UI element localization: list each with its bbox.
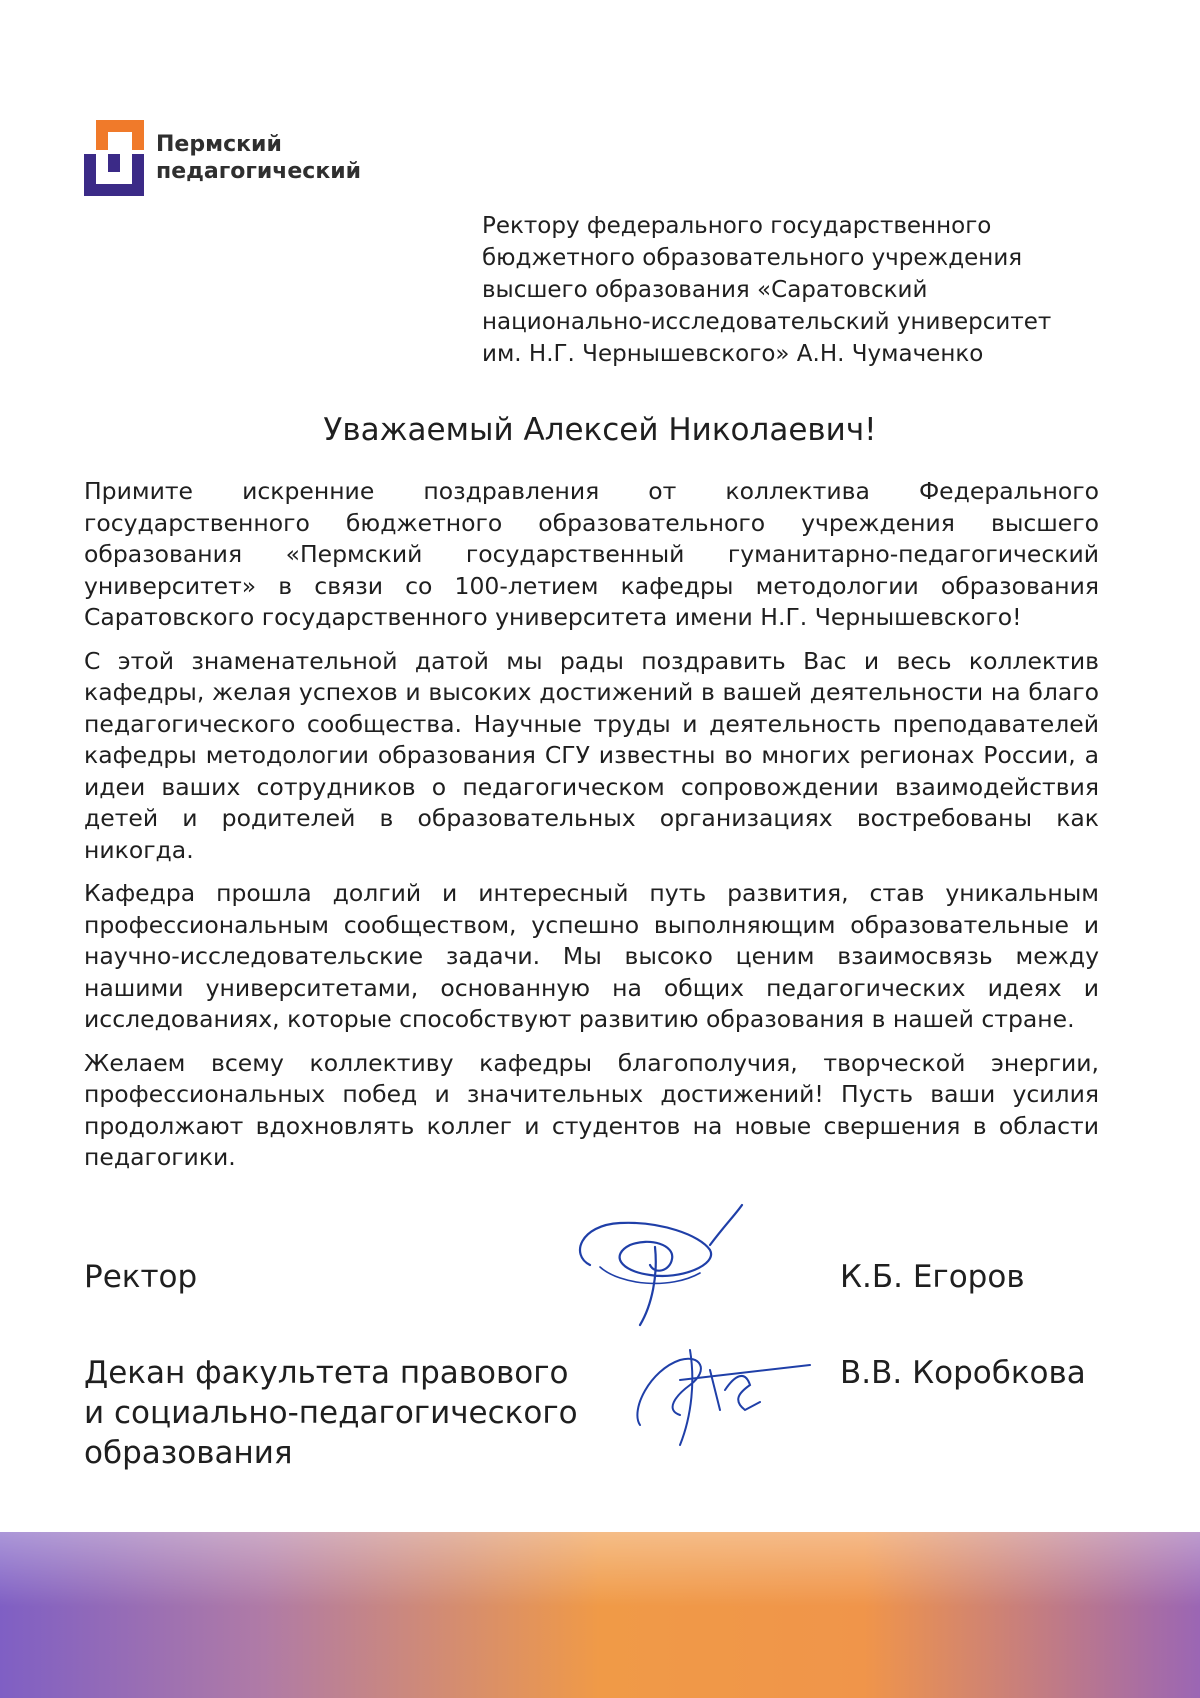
role-line: и социально-педагогического bbox=[84, 1395, 578, 1431]
dean-signature bbox=[620, 1330, 820, 1450]
addressee-line: бюджетного образовательного учреждения bbox=[482, 245, 1023, 271]
logo-line-1: Пермский bbox=[156, 132, 282, 157]
signatory-name: К.Б. Егоров bbox=[840, 1259, 1025, 1295]
logo-wordmark bbox=[156, 131, 361, 185]
logo-line-2: педагогический bbox=[156, 159, 362, 184]
role-line: Ректор bbox=[84, 1259, 198, 1295]
paragraph: Примите искренние поздравления от коллектива Федерального государственного бюджетного образовательного учреждения высшего образования «Пермский государственный гуманитарно-педагогический университет» в связи со 100-летием кафедры методологии образования Саратовского государственного университета имени Н.Г. Чернышевского! bbox=[84, 477, 1099, 631]
addressee-line: национально-исследовательский университет bbox=[482, 309, 1052, 335]
logo-mark-icon bbox=[84, 120, 144, 196]
footer-gradient-band bbox=[0, 1532, 1200, 1698]
addressee-line: высшего образования «Саратовский bbox=[482, 277, 928, 303]
signatory-role bbox=[84, 1257, 197, 1297]
paragraph: С этой знаменательной датой мы рады поздравить Вас и весь коллектив кафедры, желая успехов и высоких достижений в вашей деятельности на благо педагогического сообщества. Научные труды и деятельность преподавателей кафедры методологии образования СГУ известны во многих регионах России, а идеи ваших сотрудников о педагогическом сопровождении взаимодействия детей и родителей в образовательных организациях востребованы как никогда. bbox=[84, 646, 1099, 864]
addressee-line: Ректору федерального государственного bbox=[482, 213, 992, 239]
signatory-name: В.В. Коробкова bbox=[840, 1355, 1086, 1391]
addressee-line: им. Н.Г. Чернышевского» А.Н. Чумаченко bbox=[482, 341, 984, 367]
addressee-block bbox=[482, 210, 1051, 370]
role-line: Декан факультета правового bbox=[84, 1355, 569, 1391]
role-line: образования bbox=[84, 1435, 293, 1471]
paragraph: Кафедра прошла долгий и интересный путь развития, став уникальным профессиональным сообществом, успешно выполняющим образовательные и научно-исследовательские задачи. Мы высоко ценим взаимосвязь между нашими университетами, основанную на общих педагогических идеях и исследованиях, которые способствуют развитию образования в нашей стране. bbox=[84, 879, 1099, 1033]
paragraph: Желаем всему коллективу кафедры благополучия, творческой энергии, профессиональных побед и значительных достижений! Пусть ваши усилия продолжают вдохновлять коллег и студентов на новые свершения в области педагогики. bbox=[84, 1048, 1099, 1171]
rector-signature bbox=[560, 1195, 760, 1335]
salutation: Уважаемый Алексей Николаевич! bbox=[323, 412, 877, 448]
university-logo bbox=[84, 120, 361, 196]
letter-body bbox=[84, 476, 1099, 1186]
signatory-role bbox=[84, 1353, 578, 1473]
